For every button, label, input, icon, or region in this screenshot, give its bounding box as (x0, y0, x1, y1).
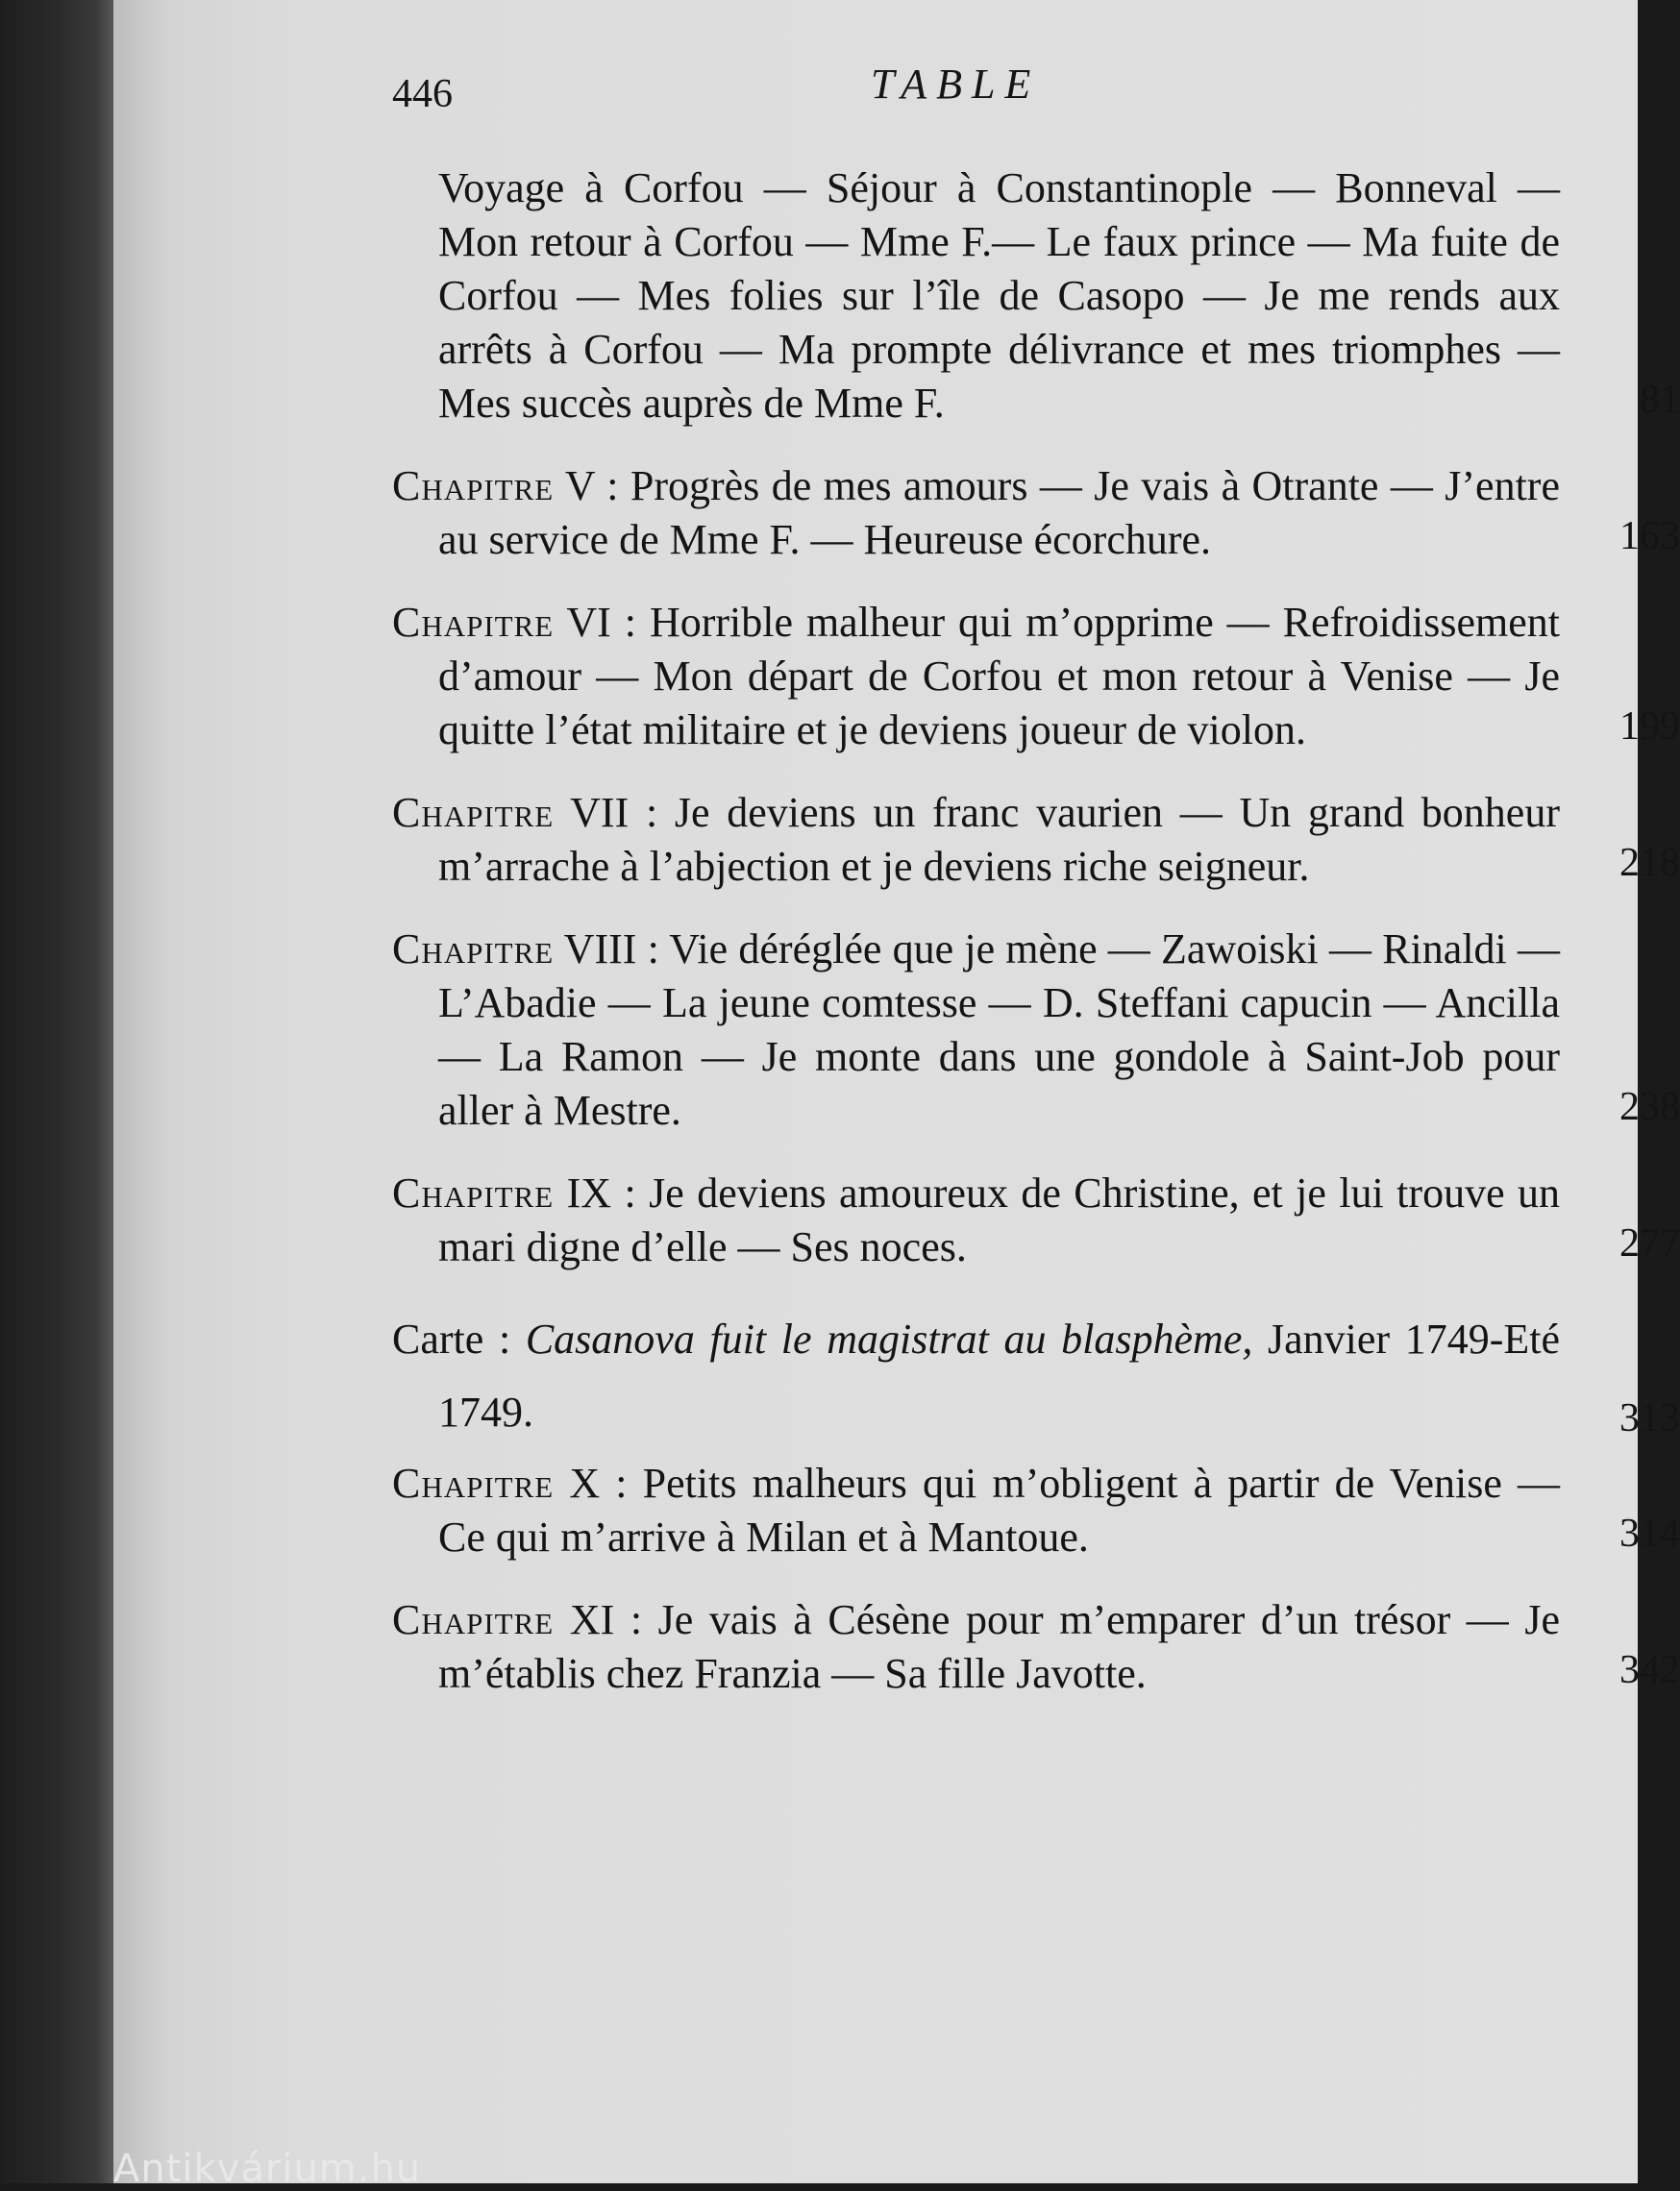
watermark-text: Antikvárium.hu (113, 2147, 422, 2191)
toc-entry-text (392, 459, 1560, 567)
toc-entry-text (392, 1593, 1560, 1701)
entry-summary: Vie déréglée que je mène — Zawoiski — Rinaldi — L’Abadie — La jeune comtesse — D. Steffani capucin — Ancilla — La Ramon — Je monte dans une gondole à Saint-Job pour aller à Mestre. (438, 925, 1560, 1134)
book-spine-shadow (0, 0, 115, 2183)
map-label: Carte (392, 1316, 484, 1363)
toc-entry-text (392, 923, 1560, 1138)
chapter-label: Chapitre (392, 462, 555, 509)
toc-page-number: 314 (1619, 1512, 1680, 1556)
entry-summary: Petits malheurs qui m’obligent à partir de Venise — Ce qui m’arrive à Milan et à Mantoue. (438, 1460, 1560, 1561)
separator: : (610, 599, 650, 646)
toc-entry-chapter-5 (392, 459, 1680, 567)
chapter-number: V (564, 462, 595, 509)
toc-entry-text (392, 1167, 1560, 1274)
toc-entry-text (392, 161, 1560, 431)
entry-summary: Je deviens amoureux de Christine, et je lui trouve un mari digne d’elle — Ses noces. (438, 1169, 1560, 1270)
toc-page-number: 163 (1619, 514, 1680, 558)
chapter-number: XI (569, 1596, 615, 1643)
book-page (113, 0, 1680, 2191)
toc-page-number: 218 (1619, 841, 1680, 885)
map-dates: Janvier 1749-Eté 1749. (438, 1316, 1561, 1436)
toc-page-number: 277 (1619, 1221, 1680, 1266)
separator: : (600, 1460, 643, 1507)
entry-summary: Voyage à Corfou — Séjour à Constantinople — Bonneval — Mon retour à Corfou — Mme F.— Le faux prince — Ma fuite de Corfou — Mes folies sur l’île de Casopo — Je me rends aux arrêts à Corfou — Ma prompte délivrance et mes triomphes — Mes succès auprès de Mme F. (438, 164, 1560, 427)
toc-entry-chapter-9 (392, 1167, 1680, 1274)
toc-entry-chapter-8 (392, 923, 1680, 1138)
chapter-label: Chapitre (392, 925, 555, 972)
entry-summary: Je vais à Césène pour m’emparer d’un trésor — Je m’établis chez Franzia — Sa fille Javotte. (438, 1596, 1561, 1697)
toc-entry-chapter-6 (392, 596, 1680, 757)
toc-page-number: 342 (1619, 1648, 1680, 1692)
map-title: Casanova fuit le magistrat au blasphème, (525, 1316, 1253, 1363)
toc-page-number: 81 (1640, 378, 1680, 422)
toc-page-number: 238 (1619, 1085, 1680, 1129)
toc-entry-chapter-11 (392, 1593, 1680, 1701)
chapter-number: VII (570, 789, 630, 836)
toc-page-number: 313 (1619, 1396, 1680, 1440)
toc-entry-map (392, 1303, 1680, 1449)
chapter-label: Chapitre (392, 599, 555, 646)
entry-summary: Horrible malheur qui m’opprime — Refroidissement d’amour — Mon départ de Corfou et mon retour à Venise — Je quitte l’état militaire et je deviens joueur de violon. (438, 599, 1560, 753)
page-number: 446 (392, 72, 453, 116)
separator: : (594, 462, 630, 509)
toc-entry-chapter-10 (392, 1457, 1680, 1564)
table-of-contents (392, 161, 1680, 1730)
toc-entry-text (392, 596, 1560, 757)
chapter-number: VIII (563, 925, 637, 972)
entry-summary: Progrès de mes amours — Je vais à Otrante — J’entre au service de Mme F. — Heureuse écorchure. (438, 462, 1560, 563)
chapter-label: Chapitre (392, 789, 555, 836)
chapter-label: Chapitre (392, 1596, 555, 1643)
toc-entry-text (392, 1303, 1560, 1449)
toc-entry-text (392, 786, 1560, 894)
chapter-number: X (569, 1460, 601, 1507)
separator: : (611, 1169, 650, 1217)
chapter-number: IX (566, 1169, 612, 1217)
entry-summary: Je deviens un franc vaurien — Un grand bonheur m’arrache à l’abjection et je deviens riche seigneur. (438, 789, 1560, 890)
toc-page-number: 199 (1619, 704, 1680, 749)
toc-entry-text (392, 1457, 1560, 1564)
chapter-number: VI (566, 599, 611, 646)
running-head (113, 60, 1638, 117)
chapter-label: Chapitre (392, 1460, 555, 1507)
toc-entry-chapter-7 (392, 786, 1680, 894)
separator: : (629, 789, 675, 836)
toc-entry-continued (392, 161, 1680, 431)
running-title: TABLE (871, 61, 1041, 108)
chapter-label: Chapitre (392, 1169, 555, 1217)
separator: : (636, 925, 670, 972)
separator: : (483, 1316, 526, 1363)
separator: : (614, 1596, 658, 1643)
